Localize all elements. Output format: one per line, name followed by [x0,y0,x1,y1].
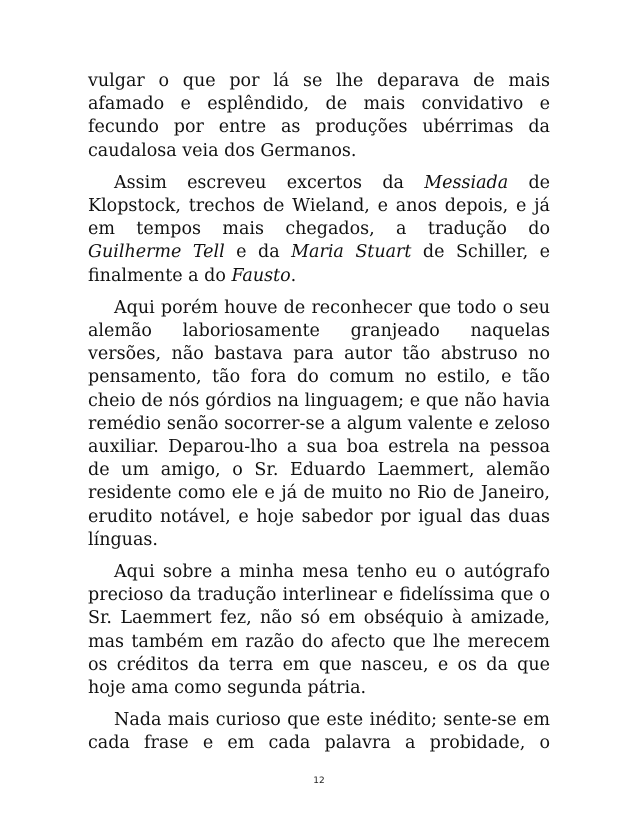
text-run: vulgar o que por lá se lhe deparava de mais afamado e esplêndido, de mais convidativo e fecundo por entre as produções ubérrimas da caudalosa veia dos Germanos. [88,71,550,161]
text-run: e da [224,242,292,263]
body-text [88,70,550,765]
text-run: de Klopstock, trechos de Wieland, e anos depois, e já em tempos mais chegados, a tradução do [88,172,550,240]
paragraph [88,709,550,755]
work-title: Guilherme Tell [88,242,225,263]
text-run: Assim escreveu excertos da [114,172,425,193]
paragraph [88,297,550,552]
page-number: 12 [313,776,325,786]
work-title: Maria Stuart [291,242,412,263]
work-title: Fausto [231,265,291,286]
paragraph [88,172,550,288]
work-title: Messiada [424,172,509,193]
text-run: de Schiller, e finalmente a do [88,242,550,286]
text-run: Nada mais curioso que este inédito; sente-se em cada frase e em cada palavra a probidade, o [88,710,550,754]
paragraph [88,70,550,163]
text-run: . [290,265,297,286]
paragraph [88,561,550,700]
text-run: Aqui porém houve de reconhecer que todo o seu alemão laboriosamente granjeado naquelas versões, não bastava para autor tão abstruso no pensamento, tão fora do comum no estilo, e tão cheio de nós górdios na linguagem; e que não havia remédio senão socorrer-se a algum valente e zeloso auxiliar. Deparou-lho a sua boa estrela na pessoa de um amigo, o Sr. Eduardo Laemmert, alemão residente como ele e já de muito no Rio de Janeiro, erudito notável, e hoje sabedor por igual das duas línguas. [88,297,550,550]
text-run: Aqui sobre a minha mesa tenho eu o autógrafo precioso da tradução interlinear e fidelíssima que o Sr. Laemmert fez, não só em obséquio à amizade, mas também em razão do afecto que lhe merecem os créditos da terra em que nasceu, e os da que hoje ama como segunda pátria. [88,562,550,699]
